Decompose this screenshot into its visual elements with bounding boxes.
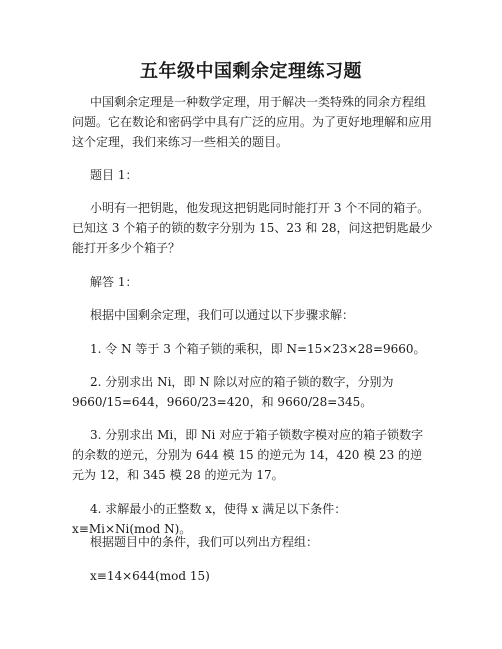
answer-label: 解答 1： bbox=[90, 275, 138, 289]
question-label: 题目 1： bbox=[90, 168, 138, 182]
document-title: 五年级中国剩余定理练习题 bbox=[140, 61, 362, 82]
step-1: 1. 令 N 等于 3 个箱子锁的乘积，即 N=15×23×28=9660。 bbox=[90, 342, 426, 356]
step-4: 4. 求解最小的正整数 x，使得 x 满足以下条件：x≡Mi×Ni(mod N)。 bbox=[72, 502, 347, 536]
equation-1: x≡14×644(mod 15) bbox=[90, 569, 210, 583]
question-text: 小明有一把钥匙，他发现这把钥匙同时能打开 3 个不同的箱子。已知这 3 个箱子的锁的数字分别为 15、23 和 28，问这把钥匙最少能打开多少个箱子？ bbox=[72, 201, 433, 255]
equations-intro: 根据题目中的条件，我们可以列出方程组： bbox=[90, 535, 319, 549]
step-3: 3. 分别求出 Mi，即 Ni 对应于箱子锁数字模对应的箱子锁数字的余数的逆元，分别为 644 模 15 的逆元为 14，420 模 23 的逆元为 12，和 345 模 28 的逆元为 17。 bbox=[72, 428, 424, 482]
answer-intro: 根据中国剩余定理，我们可以通过以下步骤求解： bbox=[90, 308, 355, 322]
intro-paragraph: 中国剩余定理是一种数学定理，用于解决一类特殊的同余方程组问题。它在数论和密码学中具有广泛的应用。为了更好地理解和应用这个定理，我们来练习一些相关的题目。 bbox=[72, 95, 433, 149]
step-2: 2. 分别求出 Ni，即 N 除以对应的箱子锁的数字，分别为 9660/15=644，9660/23=420，和 9660/28=345。 bbox=[72, 375, 394, 409]
